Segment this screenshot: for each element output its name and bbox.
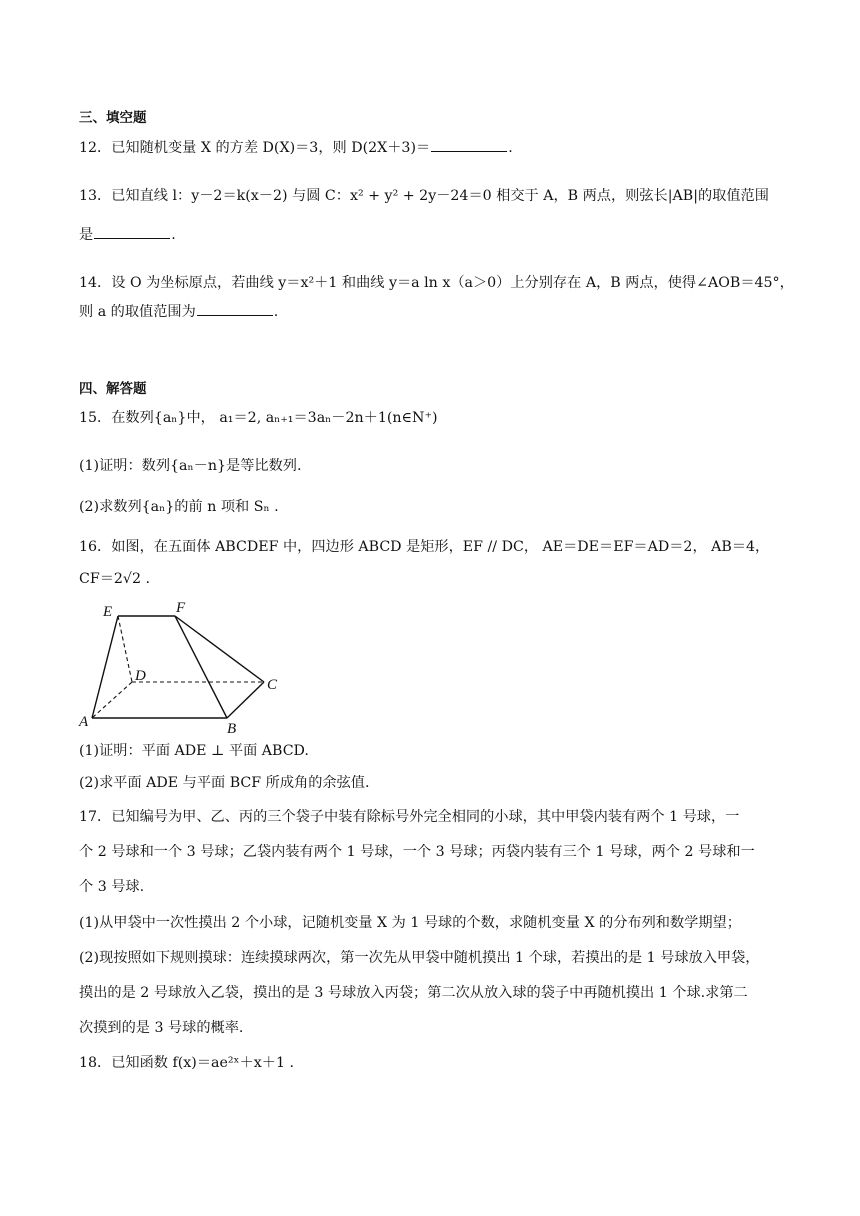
question-13-line-2: 是 bbox=[79, 227, 94, 243]
question-16-stem-line-2: CF＝2√2 . bbox=[79, 571, 150, 587]
question-15-part-1: (1)证明：数列{aₙ－n}是等比数列. bbox=[79, 458, 302, 474]
question-14-line-1: 14．设 O 为坐标原点，若曲线 y＝x²＋1 和曲线 y＝a ln x（a＞0）上分别存在 A，B 两点，使得∠AOB＝45°， bbox=[79, 275, 794, 291]
question-16-stem-line-1: 16．如图，在五面体 ABCDEF 中，四边形 ABCD 是矩形，EF // DC， AE＝DE＝EF＝AD＝2， AB＝4， bbox=[79, 539, 770, 555]
question-17-part-2-line-3: 次摸到的是 3 号球的概率. bbox=[79, 1020, 244, 1036]
edge-FC bbox=[175, 616, 264, 682]
edge-FB bbox=[175, 616, 227, 718]
question-13-line-1: 13．已知直线 l：y－2＝k(x－2) 与圆 C：x² + y² + 2y－24＝0 相交于 A，B 两点，则弦长|AB|的取值范围 bbox=[79, 188, 769, 204]
question-13-cont: 是 . bbox=[79, 227, 176, 243]
question-16-part-1: (1)证明：平面 ADE ⊥ 平面 ABCD. bbox=[79, 743, 309, 759]
question-14-line-2: 则 a 的取值范围为 bbox=[79, 304, 196, 320]
label-B: B bbox=[227, 721, 237, 736]
question-17-part-1: (1)从甲袋中一次性摸出 2 个小球，记随机变量 X 为 1 号球的个数，求随机变量 X 的分布列和数学期望； bbox=[79, 915, 741, 931]
edge-DA bbox=[92, 682, 132, 718]
question-16-part-2: (2)求平面 ADE 与平面 BCF 所成角的余弦值. bbox=[79, 775, 370, 791]
question-13 bbox=[79, 186, 808, 206]
question-12-text: 12．已知随机变量 X 的方差 D(X)＝3，则 D(2X＋3)＝ bbox=[79, 140, 431, 156]
question-18-stem: 18．已知函数 f(x)＝ae²ˣ＋x＋1 . bbox=[79, 1055, 294, 1071]
label-F: F bbox=[176, 600, 186, 616]
question-17-part-2-line-1: (2)现按照如下规则摸球：连续摸球两次，第一次先从甲袋中随机摸出 1 个球，若摸出的是 1 号球放入甲袋， bbox=[79, 950, 760, 966]
edge-ED bbox=[118, 616, 132, 682]
question-17-line-1: 17．已知编号为甲、乙、丙的三个袋子中装有除标号外完全相同的小球，其中甲袋内装有两个 1 号球，一 bbox=[79, 809, 740, 825]
answer-blank bbox=[431, 138, 507, 152]
edge-BC bbox=[227, 682, 264, 718]
label-C: C bbox=[267, 677, 278, 693]
question-17-part-2-line-2: 摸出的是 2 号球放入乙袋，摸出的是 3 号球放入丙袋；第二次从放入球的袋子中再随机摸出 1 个球.求第二 bbox=[79, 985, 748, 1001]
question-14 bbox=[79, 273, 808, 293]
label-E: E bbox=[103, 604, 113, 620]
question-17-line-3: 个 3 号球. bbox=[79, 879, 145, 895]
pentahedron-figure bbox=[74, 596, 296, 736]
label-D: D bbox=[135, 668, 146, 684]
question-15-part-2: (2)求数列{aₙ}的前 n 项和 Sₙ . bbox=[79, 499, 279, 515]
question-17-line-2: 个 2 号球和一个 3 号球；乙袋内装有两个 1 号球，一个 3 号球；丙袋内装有三个 1 号球，两个 2 号球和一 bbox=[79, 844, 755, 860]
question-14-cont: 则 a 的取值范围为 . bbox=[79, 304, 279, 320]
section-title-fill-in: 三、填空题 bbox=[79, 110, 147, 126]
answer-blank bbox=[197, 302, 273, 316]
question-12: 12．已知随机变量 X 的方差 D(X)＝3，则 D(2X＋3)＝ . bbox=[79, 140, 513, 156]
edge-EA bbox=[92, 616, 118, 718]
question-15-stem: 15．在数列{aₙ}中， a₁＝2, aₙ₊₁＝3aₙ－2n＋1(n∈N⁺) bbox=[79, 410, 438, 426]
section-title-solve: 四、解答题 bbox=[79, 381, 147, 397]
label-A: A bbox=[79, 714, 89, 730]
answer-blank bbox=[94, 225, 170, 239]
